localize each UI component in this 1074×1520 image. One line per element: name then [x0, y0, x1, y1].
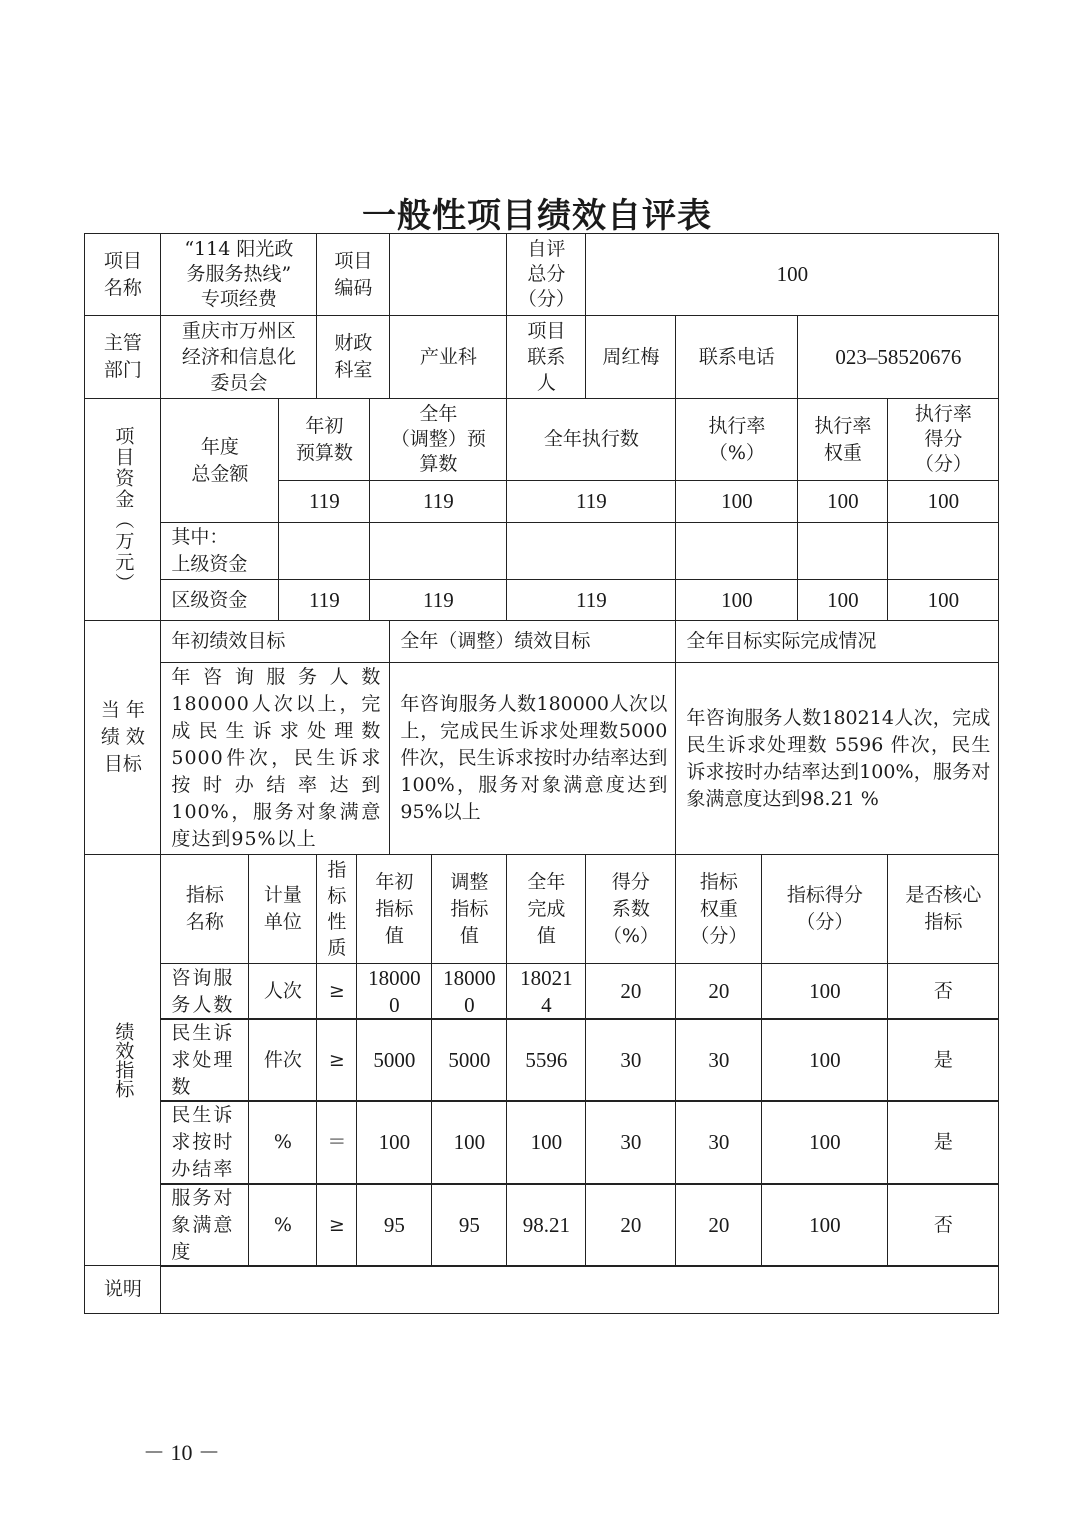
phone-value: 023–58520676 [797, 315, 999, 399]
indicator-nature: ≥ [316, 963, 357, 1020]
indicator-name: 民生诉 求处理 数 [160, 1018, 249, 1102]
funds-district-label: 区级资金 [160, 579, 279, 621]
ind-header-actual: 全年 完成 值 [506, 854, 586, 964]
ind-header-nature: 指 标 性 质 [316, 854, 357, 964]
indicator-adjusted: 180000 [431, 963, 507, 1020]
funds-header-weight: 执行率 权重 [797, 398, 888, 481]
funds-upper-adjusted [369, 522, 507, 580]
contact-label: 项目 联系 人 [506, 315, 586, 399]
goals-header-actual: 全年目标实际完成情况 [675, 620, 999, 663]
contact-value: 周红梅 [585, 315, 676, 399]
indicator-score: 100 [761, 1018, 888, 1102]
indicator-name: 咨询服 务人数 [160, 963, 249, 1020]
funds-total-weight: 100 [797, 480, 888, 523]
funds-section-text: 项目资金（万元） [112, 425, 135, 594]
goals-section-label: 当 年 绩 效 目标 [84, 620, 161, 855]
indicator-name: 服务对 象满意 度 [160, 1183, 249, 1267]
funds-header-total: 年度 总金额 [160, 398, 279, 523]
funds-upper-score [887, 522, 999, 580]
indicator-adjusted: 100 [431, 1100, 507, 1185]
indicator-coef: 30 [585, 1018, 676, 1102]
indicator-initial: 100 [356, 1100, 432, 1185]
indicator-score: 100 [761, 963, 888, 1020]
indicator-adjusted: 95 [431, 1183, 507, 1267]
indicator-initial: 180000 [356, 963, 432, 1020]
notes-label: 说明 [84, 1265, 161, 1314]
finance-office-label: 财政 科室 [316, 315, 390, 399]
indicator-actual: 5596 [506, 1018, 586, 1102]
funds-district-rate: 100 [675, 579, 798, 621]
funds-district-initial: 119 [278, 579, 370, 621]
indicator-score: 100 [761, 1183, 888, 1267]
funds-total-adjusted: 119 [369, 480, 507, 523]
indicators-section-text: 绩效指标 [112, 1022, 135, 1099]
indicator-coef: 20 [585, 1183, 676, 1267]
funds-total-rate: 100 [675, 480, 798, 523]
indicator-adjusted: 5000 [431, 1018, 507, 1102]
indicator-actual: 100 [506, 1100, 586, 1185]
indicator-nature: ≥ [316, 1183, 357, 1267]
indicator-unit: 人次 [248, 963, 317, 1020]
dept-label: 主管 部门 [84, 315, 161, 399]
indicator-initial: 5000 [356, 1018, 432, 1102]
indicator-weight: 30 [675, 1100, 762, 1185]
indicator-nature: ≥ [316, 1018, 357, 1102]
indicator-actual: 180214 [506, 963, 586, 1020]
goals-header-initial: 年初绩效目标 [160, 620, 390, 663]
funds-upper-label: 其中： 上级资金 [160, 522, 279, 580]
funds-district-score: 100 [887, 579, 999, 621]
ind-header-unit: 计量 单位 [248, 854, 317, 964]
page-title: 一般性项目绩效自评表 [362, 196, 712, 236]
project-name-value: “114 阳光政 务服务热线” 专项经费 [160, 233, 317, 316]
indicator-unit: 件次 [248, 1018, 317, 1102]
self-score-value: 100 [585, 233, 999, 316]
ind-header-adjusted: 调整 指标 值 [431, 854, 507, 964]
funds-upper-weight [797, 522, 888, 580]
goals-header-adjusted: 全年（调整）绩效目标 [389, 620, 676, 663]
goals-adjusted-text: 年咨询服务人数180000人次以上，完成民生诉求处理数5000件次，民生诉求按时办结率达到100%，服务对象满意度达到95%以上 [389, 662, 676, 855]
funds-total-score: 100 [887, 480, 999, 523]
indicators-section-label [84, 854, 161, 1266]
indicator-name: 民生诉 求按时 办结率 [160, 1100, 249, 1185]
dept-value: 重庆市万州区 经济和信息化 委员会 [160, 315, 317, 399]
funds-header-score: 执行率 得分 （分） [887, 398, 999, 481]
indicator-initial: 95 [356, 1183, 432, 1267]
self-score-label: 自评 总分 （分） [506, 233, 586, 316]
project-name-label: 项目 名称 [84, 233, 161, 316]
funds-header-adjusted: 全年 （调整）预 算数 [369, 398, 507, 481]
ind-header-weight: 指标 权重 （分） [675, 854, 762, 964]
ind-header-score: 指标得分 （分） [761, 854, 888, 964]
funds-header-initial: 年初 预算数 [278, 398, 370, 481]
ind-header-initial: 年初 指标 值 [356, 854, 432, 964]
ind-header-core: 是否核心 指标 [887, 854, 999, 964]
indicator-coef: 30 [585, 1100, 676, 1185]
goals-initial-text: 年咨询服务人数180000人次以上，完成民生诉求处理数5000件次，民生诉求按时办结率达到100%，服务对象满意度达到95%以上 [160, 662, 390, 855]
funds-section-label [84, 398, 161, 621]
indicator-unit: % [248, 1100, 317, 1185]
indicator-score: 100 [761, 1100, 888, 1185]
funds-district-executed: 119 [506, 579, 676, 621]
project-code-label: 项目 编码 [316, 233, 390, 316]
indicator-coef: 20 [585, 963, 676, 1020]
ind-header-coef: 得分 系数 （%） [585, 854, 676, 964]
phone-label: 联系电话 [675, 315, 798, 399]
funds-upper-initial [278, 522, 370, 580]
project-code-value [389, 233, 507, 316]
funds-district-adjusted: 119 [369, 579, 507, 621]
indicator-unit: % [248, 1183, 317, 1267]
notes-value [160, 1265, 999, 1314]
indicator-core: 是 [887, 1018, 999, 1102]
indicator-core: 是 [887, 1100, 999, 1185]
indicator-actual: 98.21 [506, 1183, 586, 1267]
funds-upper-executed [506, 522, 676, 580]
funds-upper-rate [675, 522, 798, 580]
goals-actual-text: 年咨询服务人数180214人次，完成民生诉求处理数 5596 件次，民生诉求按时办结率达到100%，服务对象满意度达到98.21 % [675, 662, 999, 855]
page-number: － 10 － [143, 1440, 221, 1465]
funds-total-initial: 119 [278, 480, 370, 523]
funds-district-weight: 100 [797, 579, 888, 621]
funds-header-rate: 执行率 （%） [675, 398, 798, 481]
funds-header-executed: 全年执行数 [506, 398, 676, 481]
funds-total-executed: 119 [506, 480, 676, 523]
indicator-core: 否 [887, 1183, 999, 1267]
indicator-nature: ＝ [316, 1100, 357, 1185]
indicator-weight: 20 [675, 963, 762, 1020]
ind-header-name: 指标 名称 [160, 854, 249, 964]
indicator-weight: 30 [675, 1018, 762, 1102]
indicator-core: 否 [887, 963, 999, 1020]
finance-office-value: 产业科 [389, 315, 507, 399]
indicator-weight: 20 [675, 1183, 762, 1267]
